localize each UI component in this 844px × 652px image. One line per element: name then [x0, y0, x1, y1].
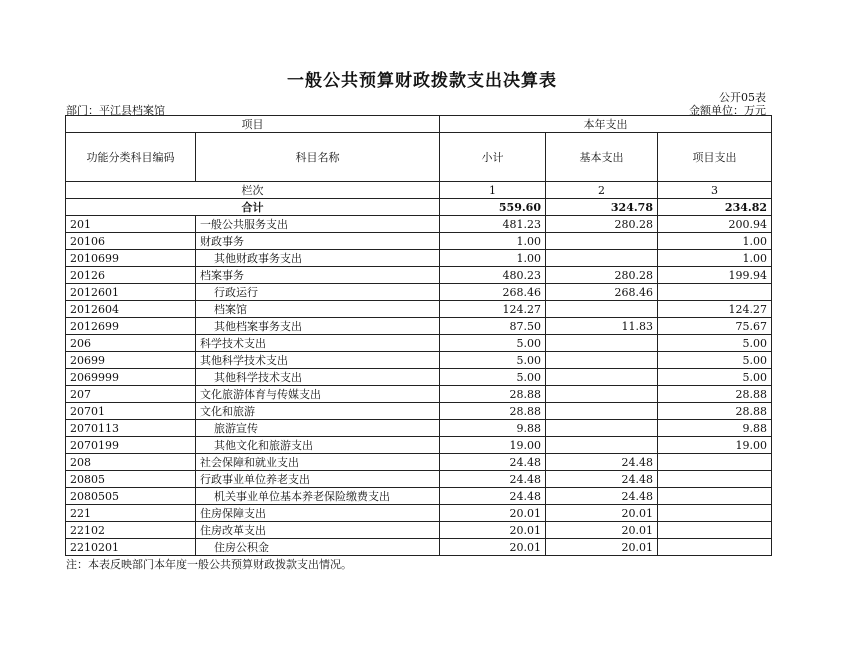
- code-cell: 2012699: [66, 318, 196, 335]
- table-row: [66, 386, 772, 403]
- table-row: [66, 522, 772, 539]
- name-cell: 文化旅游体育与传媒支出: [196, 386, 440, 403]
- total-row: [66, 199, 772, 216]
- page-title: 一般公共预算财政拨款支出决算表: [287, 71, 557, 91]
- subtotal-cell: 20.01: [440, 539, 546, 556]
- table-row: [66, 437, 772, 454]
- name-cell: 住房保障支出: [196, 505, 440, 522]
- project-cell: 1.00: [658, 250, 772, 267]
- basic-cell: [546, 403, 658, 420]
- department-label: 部门：平江县档案馆: [66, 104, 165, 117]
- code-cell: 2069999: [66, 369, 196, 386]
- project-cell: [658, 471, 772, 488]
- name-cell: 其他科学技术支出: [196, 369, 440, 386]
- code-cell: 20126: [66, 267, 196, 284]
- code-cell: 22102: [66, 522, 196, 539]
- total-basic: 324.78: [546, 199, 658, 216]
- name-cell: 档案馆: [196, 301, 440, 318]
- header-code: 功能分类科目编码: [66, 133, 196, 182]
- basic-cell: 24.48: [546, 454, 658, 471]
- table-row: [66, 369, 772, 386]
- subtotal-cell: 20.01: [440, 505, 546, 522]
- table-row: [66, 420, 772, 437]
- subtotal-cell: 5.00: [440, 352, 546, 369]
- code-cell: 221: [66, 505, 196, 522]
- name-cell: 其他科学技术支出: [196, 352, 440, 369]
- project-cell: [658, 505, 772, 522]
- name-cell: 科学技术支出: [196, 335, 440, 352]
- subtotal-cell: 24.48: [440, 471, 546, 488]
- name-cell: 社会保障和就业支出: [196, 454, 440, 471]
- project-cell: 199.94: [658, 267, 772, 284]
- code-cell: 207: [66, 386, 196, 403]
- project-cell: 5.00: [658, 352, 772, 369]
- subtotal-cell: 268.46: [440, 284, 546, 301]
- code-cell: 20699: [66, 352, 196, 369]
- header-row-1: [66, 116, 772, 133]
- column-index-label: 栏次: [66, 182, 440, 199]
- column-index-1: 1: [440, 182, 546, 199]
- name-cell: 行政事业单位养老支出: [196, 471, 440, 488]
- name-cell: 住房改革支出: [196, 522, 440, 539]
- subtotal-cell: 24.48: [440, 488, 546, 505]
- table-row: [66, 403, 772, 420]
- basic-cell: [546, 301, 658, 318]
- total-project: 234.82: [658, 199, 772, 216]
- code-cell: 2010699: [66, 250, 196, 267]
- header-current-year: 本年支出: [440, 116, 772, 133]
- name-cell: 行政运行: [196, 284, 440, 301]
- name-cell: 一般公共服务支出: [196, 216, 440, 233]
- total-subtotal: 559.60: [440, 199, 546, 216]
- column-index-3: 3: [658, 182, 772, 199]
- project-cell: 1.00: [658, 233, 772, 250]
- unit-label: 金额单位：万元: [689, 104, 766, 117]
- name-cell: 其他文化和旅游支出: [196, 437, 440, 454]
- table-row: [66, 216, 772, 233]
- project-cell: 75.67: [658, 318, 772, 335]
- table-row: [66, 471, 772, 488]
- code-cell: 20701: [66, 403, 196, 420]
- code-cell: 2012604: [66, 301, 196, 318]
- project-cell: [658, 539, 772, 556]
- project-cell: [658, 488, 772, 505]
- table-row: [66, 454, 772, 471]
- header-basic: 基本支出: [546, 133, 658, 182]
- basic-cell: 24.48: [546, 471, 658, 488]
- name-cell: 其他财政事务支出: [196, 250, 440, 267]
- total-label: 合计: [66, 199, 440, 216]
- header-project-expense: 项目支出: [658, 133, 772, 182]
- basic-cell: [546, 352, 658, 369]
- project-cell: [658, 522, 772, 539]
- basic-cell: [546, 250, 658, 267]
- subtotal-cell: 9.88: [440, 420, 546, 437]
- header-project: 项目: [66, 116, 440, 133]
- subtotal-cell: 124.27: [440, 301, 546, 318]
- code-cell: 2070199: [66, 437, 196, 454]
- name-cell: 机关事业单位基本养老保险缴费支出: [196, 488, 440, 505]
- table-row: [66, 488, 772, 505]
- basic-cell: 280.28: [546, 216, 658, 233]
- project-cell: 200.94: [658, 216, 772, 233]
- name-cell: 住房公积金: [196, 539, 440, 556]
- project-cell: [658, 284, 772, 301]
- basic-cell: 11.83: [546, 318, 658, 335]
- subtotal-cell: 28.88: [440, 403, 546, 420]
- subtotal-cell: 28.88: [440, 386, 546, 403]
- table-row: [66, 318, 772, 335]
- code-cell: 20805: [66, 471, 196, 488]
- header-row-2: [66, 133, 772, 182]
- project-cell: 5.00: [658, 335, 772, 352]
- basic-cell: [546, 437, 658, 454]
- footnote: 注：本表反映部门本年度一般公共预算财政拨款支出情况。: [66, 558, 352, 571]
- table-row: [66, 267, 772, 284]
- basic-cell: 280.28: [546, 267, 658, 284]
- basic-cell: [546, 420, 658, 437]
- project-cell: 124.27: [658, 301, 772, 318]
- subtotal-cell: 1.00: [440, 250, 546, 267]
- basic-cell: [546, 335, 658, 352]
- basic-cell: [546, 233, 658, 250]
- expenditure-table: [65, 115, 772, 556]
- table-row: [66, 301, 772, 318]
- code-cell: 2080505: [66, 488, 196, 505]
- subtotal-cell: 5.00: [440, 369, 546, 386]
- table-row: [66, 505, 772, 522]
- subtotal-cell: 1.00: [440, 233, 546, 250]
- basic-cell: 20.01: [546, 539, 658, 556]
- table-row: [66, 284, 772, 301]
- subtotal-cell: 5.00: [440, 335, 546, 352]
- code-cell: 2070113: [66, 420, 196, 437]
- column-index-2: 2: [546, 182, 658, 199]
- basic-cell: 268.46: [546, 284, 658, 301]
- name-cell: 其他档案事务支出: [196, 318, 440, 335]
- code-cell: 20106: [66, 233, 196, 250]
- code-cell: 2210201: [66, 539, 196, 556]
- name-cell: 档案事务: [196, 267, 440, 284]
- name-cell: 文化和旅游: [196, 403, 440, 420]
- basic-cell: [546, 369, 658, 386]
- subtotal-cell: 481.23: [440, 216, 546, 233]
- project-cell: 28.88: [658, 386, 772, 403]
- column-index-row: [66, 182, 772, 199]
- header-name: 科目名称: [196, 133, 440, 182]
- table-row: [66, 352, 772, 369]
- name-cell: 财政事务: [196, 233, 440, 250]
- table-row: [66, 335, 772, 352]
- basic-cell: 20.01: [546, 522, 658, 539]
- code-cell: 2012601: [66, 284, 196, 301]
- table-row: [66, 233, 772, 250]
- project-cell: 19.00: [658, 437, 772, 454]
- name-cell: 旅游宣传: [196, 420, 440, 437]
- code-cell: 206: [66, 335, 196, 352]
- project-cell: 28.88: [658, 403, 772, 420]
- form-number: 公开05表: [719, 91, 766, 104]
- basic-cell: 20.01: [546, 505, 658, 522]
- code-cell: 208: [66, 454, 196, 471]
- basic-cell: 24.48: [546, 488, 658, 505]
- table-row: [66, 539, 772, 556]
- project-cell: [658, 454, 772, 471]
- subtotal-cell: 87.50: [440, 318, 546, 335]
- subtotal-cell: 24.48: [440, 454, 546, 471]
- subtotal-cell: 19.00: [440, 437, 546, 454]
- subtotal-cell: 20.01: [440, 522, 546, 539]
- basic-cell: [546, 386, 658, 403]
- subtotal-cell: 480.23: [440, 267, 546, 284]
- table-row: [66, 250, 772, 267]
- project-cell: 9.88: [658, 420, 772, 437]
- project-cell: 5.00: [658, 369, 772, 386]
- header-subtotal: 小计: [440, 133, 546, 182]
- code-cell: 201: [66, 216, 196, 233]
